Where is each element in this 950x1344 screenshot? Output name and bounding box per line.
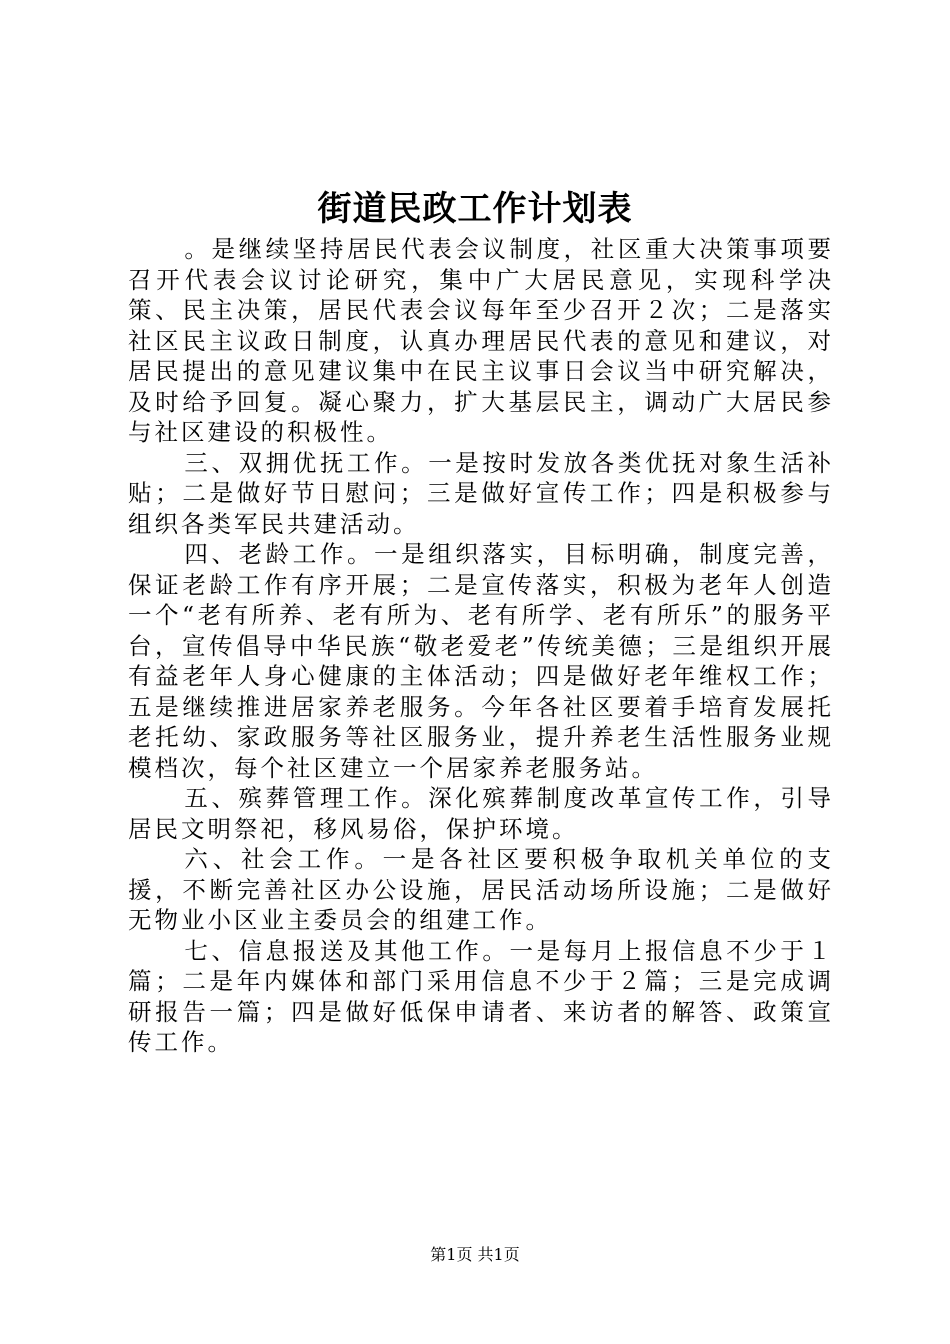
paragraph-information-reporting: 七、信息报送及其他工作。一是每月上报信息不少于１篇；二是年内媒体和部门采用信息不少于２篇；三是完成调研报告一篇；四是做好低保申请者、来访者的解答、政策宣传工作。 — [128, 936, 834, 1056]
paragraph-social-work: 六、社会工作。一是各社区要积极争取机关单位的支援，不断完善社区办公设施，居民活动场所设施；二是做好无物业小区业主委员会的组建工作。 — [128, 845, 834, 934]
page-footer: 第1页 共1页 — [430, 1245, 520, 1264]
paragraph-elderly-work: 四、老龄工作。一是组织落实，目标明确，制度完善，保证老龄工作有序开展；二是宣传落实，积极为老年人创造一个“老有所养、老有所为、老有所学、老有所乐”的服务平台，宣传倡导中华民族“敬老爱老”传统美德；三是组织开展有益老年人身心健康的主体活动；四是做好老年维权工作；五是继续推进居家养老服务。今年各社区要着手培育发展托老托幼、家政服务等社区服务业，提升养老生活性服务业规模档次，每个社区建立一个居家养老服务站。 — [128, 540, 834, 782]
document-body — [128, 234, 834, 1058]
document-title: 街道民政工作计划表 — [317, 189, 633, 229]
paragraph-military-support: 三、双拥优抚工作。一是按时发放各类优抚对象生活补贴；二是做好节日慰问；三是做好宣传工作；四是积极参与组织各类军民共建活动。 — [128, 448, 834, 538]
paragraph-funeral-management: 五、殡葬管理工作。深化殡葬制度改革宣传工作，引导居民文明祭祀，移风易俗，保护环境。 — [128, 784, 834, 843]
paragraph-democracy: 。是继续坚持居民代表会议制度，社区重大决策事项要召开代表会议讨论研究，集中广大居民意见，实现科学决策、民主决策，居民代表会议每年至少召开２次；二是落实社区民主议政日制度，认真办理居民代表的意见和建议，对居民提出的意见建议集中在民主议事日会议当中研究解决，及时给予回复。凝心聚力，扩大基层民主，调动广大居民参与社区建设的积极性。 — [128, 235, 834, 446]
